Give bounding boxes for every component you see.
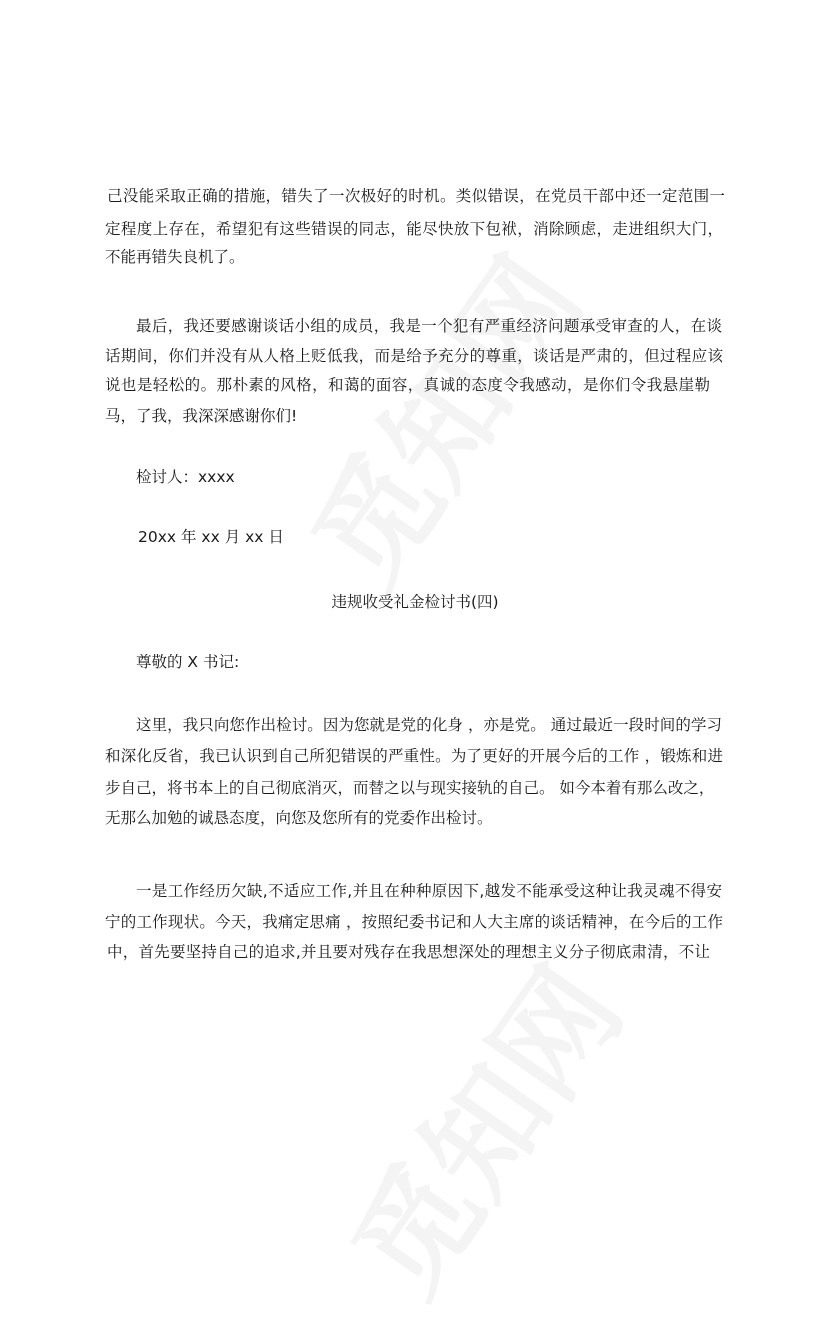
paragraph-line: 一是工作经历欠缺,不适应工作,并且在种种原因下,越发不能承受这种让我灵魂不得安 (136, 882, 722, 900)
paragraph-line: 不能再错失良机了。 (105, 248, 245, 266)
salutation: 尊敬的 X 书记: (136, 653, 240, 671)
paragraph-line: 无那么加勉的诚恳态度，向您及您所有的党委作出检讨。 (105, 809, 493, 827)
paragraph-line: 说也是轻松的。那朴素的风格，和蔼的面容，真诚的态度令我感动，是你们令我悬崖勒 (105, 376, 710, 394)
signer: 检讨人：xxxx (136, 468, 235, 486)
paragraph-line: 和深化反省，我已认识到自己所犯错误的严重性。为了更好的开展今后的工作 ，锻炼和进 (105, 747, 723, 765)
paragraph-line: 定程度上存在，希望犯有这些错误的同志，能尽快放下包袱，消除顾虑，走进组织大门， (105, 220, 723, 238)
paragraph-line: 步自己，将书本上的自己彻底消灭，而替之以与现实接轨的自己。 如今本着有那么改之， (105, 779, 715, 797)
paragraph-line: 马，了我，我深深感谢你们! (105, 407, 298, 425)
paragraph-line: 己没能采取正确的措施，错失了一次极好的时机。类似错误，在党员干部中还一定范围一 (107, 187, 725, 205)
paragraph-line: 这里，我只向您作出检讨。因为您就是党的化身 ，亦是党。 通过最近一段时间的学习 (136, 716, 722, 734)
document-title: 违规收受礼金检讨书(四) (331, 593, 499, 611)
paragraph-line: 话期间，你们并没有从人格上贬低我，而是给予充分的尊重，谈话是严肃的，但过程应该 (105, 347, 723, 365)
date: 20xx 年 xx 月 xx 日 (138, 528, 284, 546)
watermark (306, 929, 653, 1323)
paragraph-line: 最后，我还要感谢谈话小组的成员，我是一个犯有严重经济问题承受审查的人，在谈 (136, 317, 722, 335)
paragraph-line: 宁的工作现状。今天，我痛定思痛 ，按照纪委书记和人大主席的谈话精神，在今后的工作 (105, 913, 723, 931)
paragraph-line: 中，首先要坚持自己的追求,并且要对残存在我思想深处的理想主义分子彻底肃清，不让 (107, 943, 710, 961)
